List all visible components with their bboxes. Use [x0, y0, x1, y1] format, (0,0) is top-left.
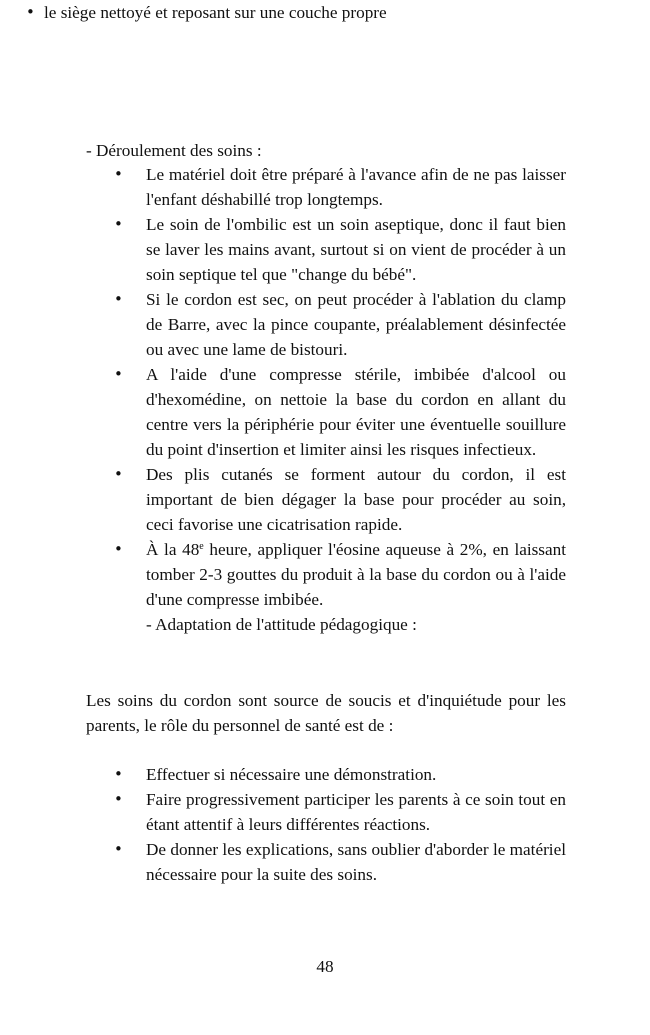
section-heading: - Déroulement des soins : — [86, 141, 262, 160]
subsection-heading: - Adaptation de l'attitude pédagogique : — [146, 615, 417, 634]
list-item: • De donner les explications, sans oublier d'aborder le matériel nécessaire pour la suite des soins. — [86, 837, 566, 887]
list-item: • Effectuer si nécessaire une démonstration. — [86, 762, 566, 787]
paragraph-text: Les soins du cordon sont source de soucis et d'inquiétude pour les parents, le rôle du personnel de santé est de : — [86, 691, 566, 735]
care-steps-list — [86, 162, 566, 637]
list-item: • Si le cordon est sec, on peut procéder à l'ablation du clamp de Barre, avec la pince coupante, préalablement désinfectée ou avec une lame de bistouri. — [86, 287, 566, 362]
intro-paragraph — [86, 688, 566, 738]
list-item: • Des plis cutanés se forment autour du cordon, il est important de bien dégager la base pour procéder au soin, ceci favorise une cicatrisation rapide. — [86, 462, 566, 537]
list-item: • Le soin de l'ombilic est un soin aseptique, donc il faut bien se laver les mains avant, surtout si on vient de procéder à un soin septique tel que "change du bébé". — [86, 212, 566, 287]
step-text: heure, appliquer l'éosine aqueuse à 2%, en laissant tomber 2-3 gouttes du produit à la base du cordon ou à l'aide d'une compresse imbibée. — [146, 540, 566, 609]
list-item: • A l'aide d'une compresse stérile, imbibée d'alcool ou d'hexomédine, on nettoie la base du cordon en allant du centre vers la périphérie pour éviter une éventuelle souillure du point d'insertion et limiter ainsi les risques infectieux. — [86, 362, 566, 462]
staff-role-list — [86, 762, 566, 887]
list-item — [86, 537, 566, 637]
list-item: • Le matériel doit être préparé à l'avance afin de ne pas laisser l'enfant déshabillé trop longtemps. — [86, 162, 566, 212]
list-item: • le siège nettoyé et reposant sur une couche propre — [0, 0, 436, 25]
list-item: • Faire progressivement participer les parents à ce soin tout en étant attentif à leurs différentes réactions. — [86, 787, 566, 837]
intro-bullet-list — [0, 0, 436, 25]
step-prefix: À la 48 — [146, 540, 200, 559]
page-number: 48 — [316, 957, 334, 976]
ordinal-superscript: e — [199, 541, 204, 552]
